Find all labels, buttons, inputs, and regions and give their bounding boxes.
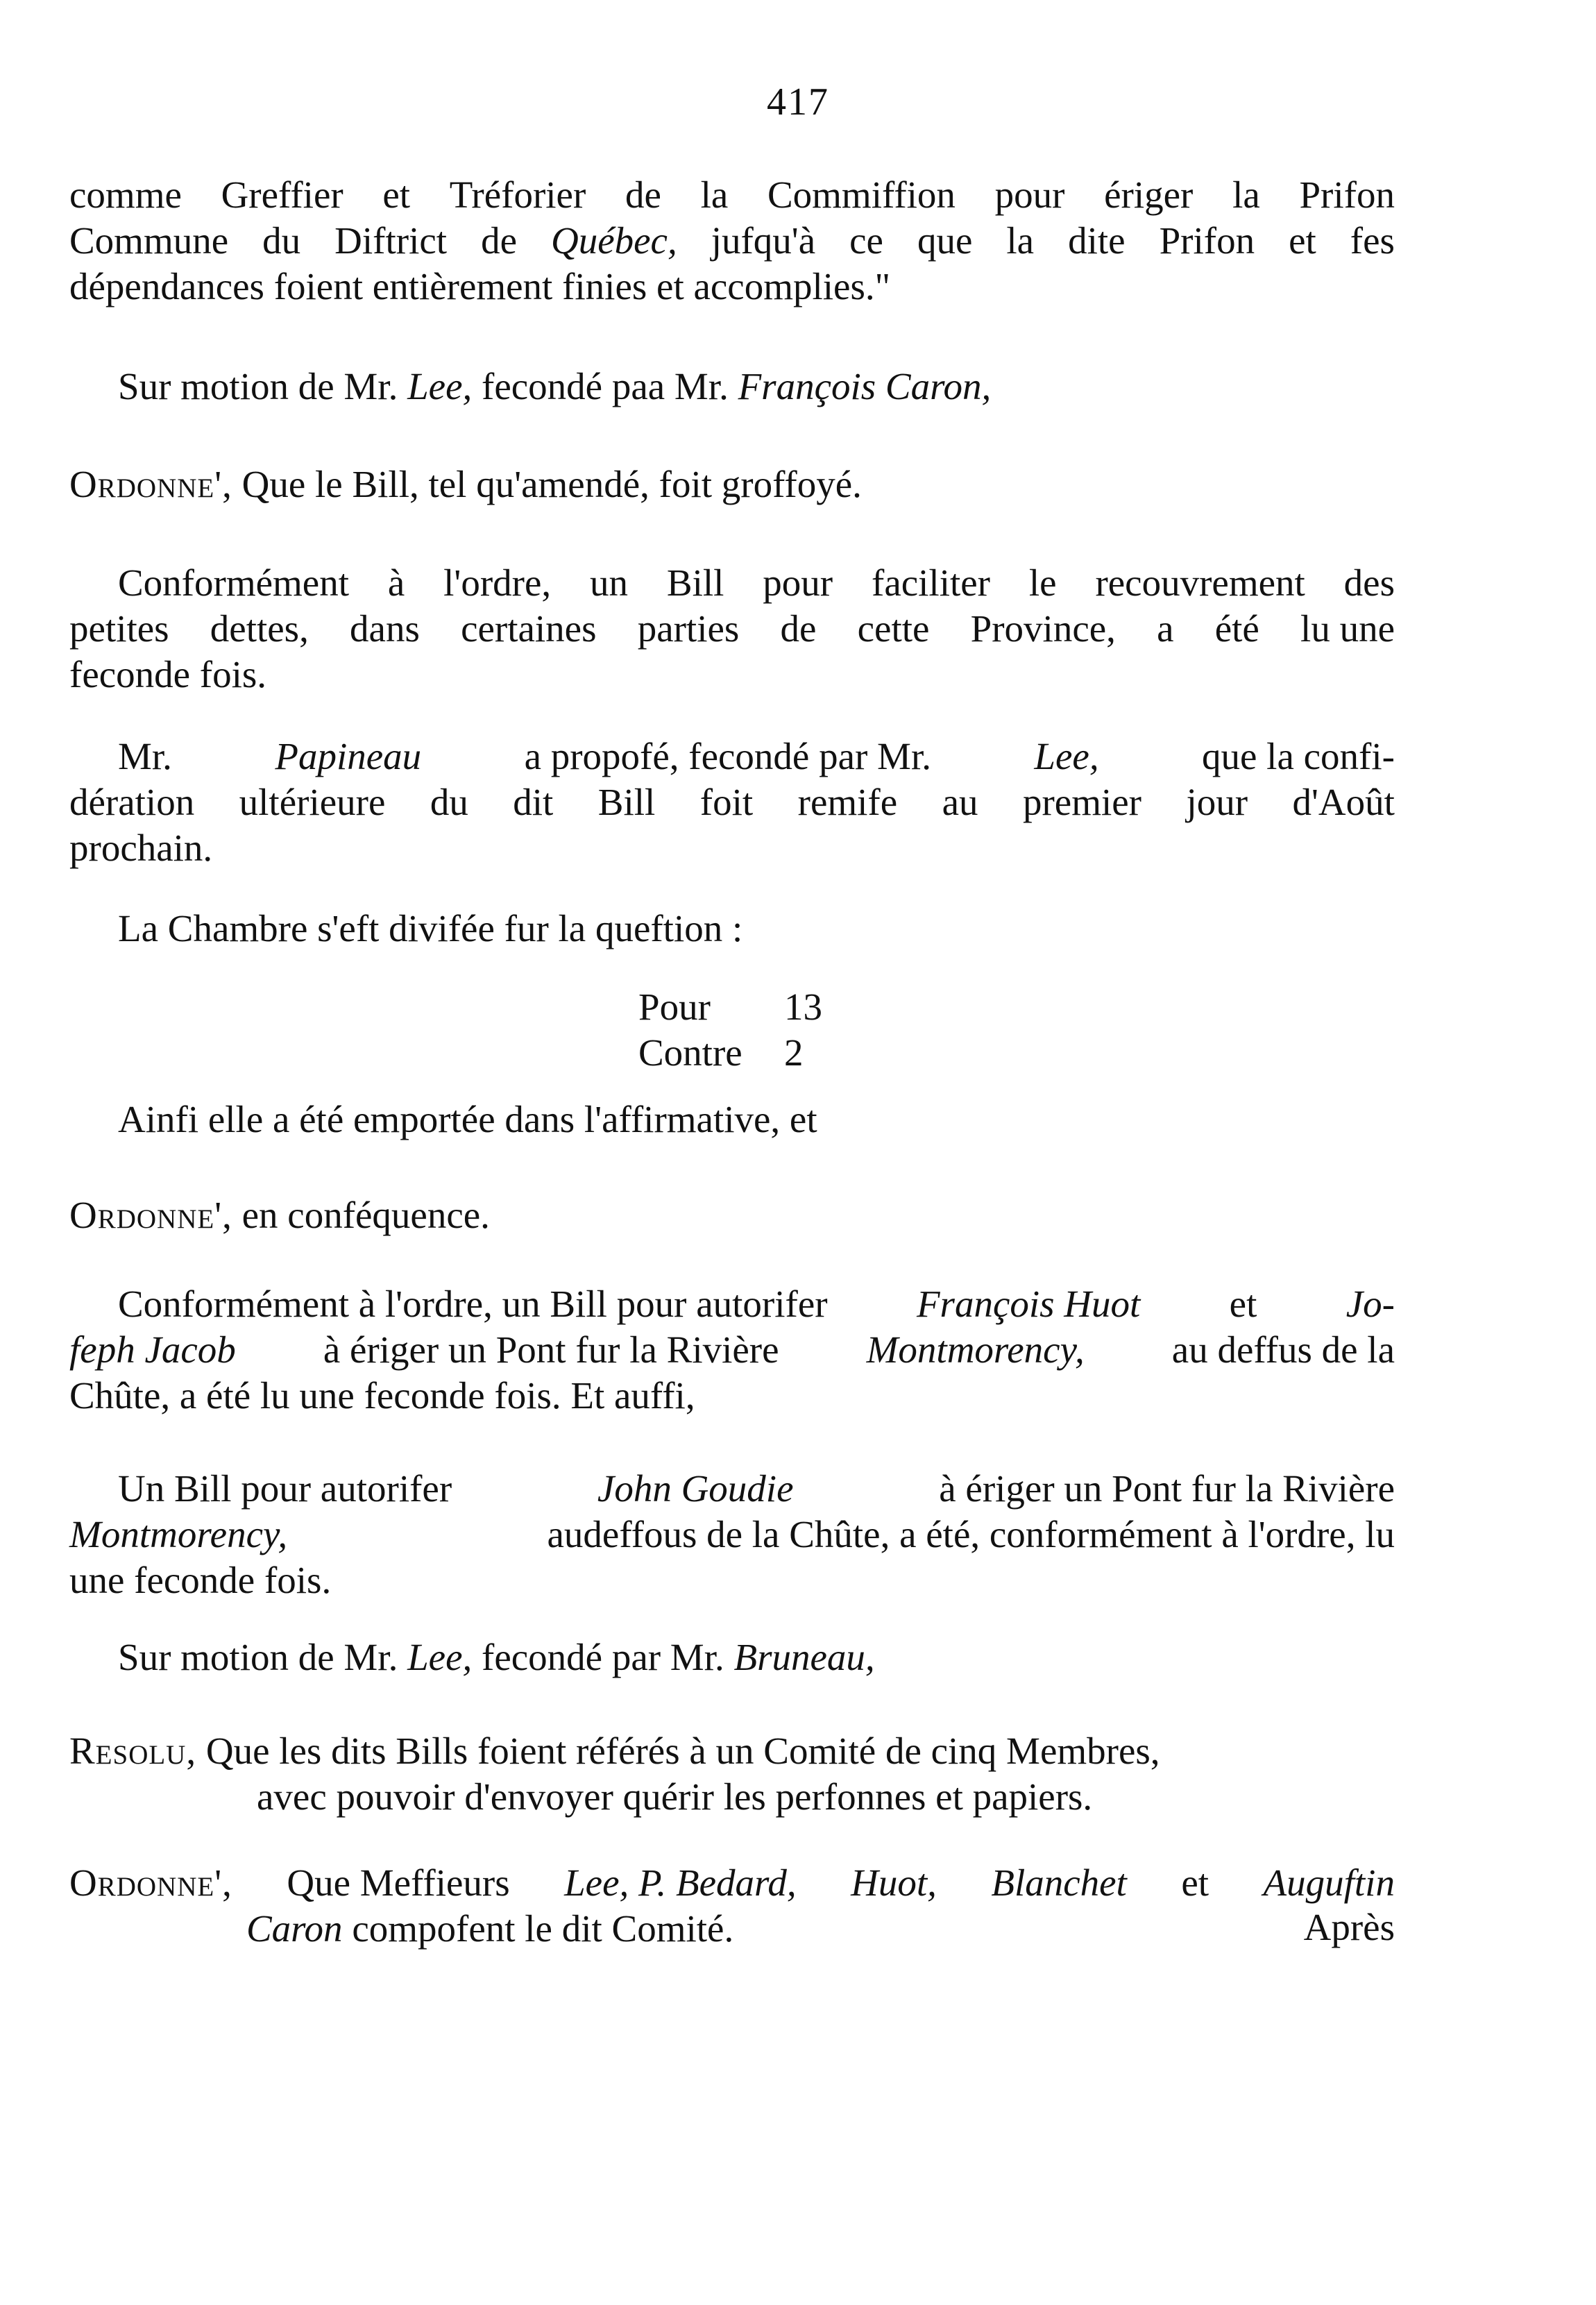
word: pour bbox=[763, 562, 833, 604]
word: Greffier bbox=[221, 174, 343, 216]
division-intro: La Chambre s'eft divifée fur la queftion : bbox=[118, 907, 743, 949]
paragraph-10-line-2 bbox=[69, 1512, 1395, 1557]
member-name: Auguftin bbox=[1263, 1861, 1395, 1904]
word: Prifon bbox=[1299, 174, 1395, 216]
word: Conformément bbox=[118, 562, 349, 604]
word: jour bbox=[1186, 781, 1248, 823]
word: le bbox=[1028, 562, 1057, 604]
word: dans bbox=[350, 607, 420, 650]
paragraph-1 bbox=[69, 172, 1395, 310]
order-label: Ordonne', bbox=[69, 1861, 232, 1904]
word: recouvrement bbox=[1095, 562, 1305, 604]
word: la bbox=[1006, 219, 1035, 262]
paragraph-10 bbox=[69, 1466, 1395, 1603]
member-name: Huot, bbox=[851, 1861, 937, 1904]
paragraph-9-line-2 bbox=[69, 1327, 1395, 1373]
vote-label: Pour bbox=[638, 986, 711, 1028]
word: d'Août bbox=[1292, 781, 1395, 823]
paragraph-1-line-1 bbox=[69, 172, 1395, 218]
order-2 bbox=[69, 1192, 1395, 1238]
place-name: Montmorency, bbox=[69, 1513, 288, 1555]
word: du bbox=[430, 781, 468, 823]
word: du bbox=[262, 219, 301, 262]
phrase: audeffous de la Chûte, a été, conformément à l'ordre, lu bbox=[547, 1513, 1395, 1555]
word: de bbox=[481, 219, 517, 262]
word: été bbox=[1214, 607, 1259, 650]
phrase: que la confi- bbox=[1202, 735, 1395, 777]
person-name: John Goudie bbox=[597, 1467, 794, 1510]
order-label: Ordonne', bbox=[69, 1194, 232, 1236]
paragraph-10-line-1 bbox=[69, 1466, 1395, 1512]
order-text: en conféquence. bbox=[241, 1194, 490, 1236]
word: dit bbox=[513, 781, 554, 823]
motion-seconded: fecondé paa Mr. bbox=[482, 365, 729, 407]
word: de bbox=[625, 174, 661, 216]
vote-count: 2 bbox=[784, 1031, 804, 1074]
word: de bbox=[780, 607, 817, 650]
word: Bill bbox=[597, 781, 656, 823]
word: Prifon bbox=[1159, 219, 1255, 262]
word: ce bbox=[849, 219, 883, 262]
motion-prefix: Sur motion de Mr. bbox=[118, 1636, 398, 1678]
word: Diftrict bbox=[334, 219, 448, 262]
division-result: Ainfi elle a été emportée dans l'affirmative, et bbox=[118, 1098, 817, 1140]
word: Commiffion bbox=[767, 174, 956, 216]
word: et bbox=[1181, 1861, 1209, 1904]
word: et bbox=[382, 174, 411, 216]
phrase: Un Bill pour autorifer bbox=[118, 1467, 452, 1510]
person-name: François Huot bbox=[916, 1283, 1141, 1325]
member-name: Blanchet bbox=[991, 1861, 1127, 1904]
word: et bbox=[1289, 219, 1316, 262]
word: et bbox=[1229, 1283, 1257, 1325]
phrase: à ériger un Pont fur la Rivière bbox=[939, 1467, 1395, 1510]
word: Mr. bbox=[118, 735, 172, 777]
paragraph-10-line-3: une feconde fois. bbox=[69, 1559, 332, 1601]
resolution-text: Que les dits Bills foient référés à un Comité de cinq Membres, bbox=[205, 1730, 1160, 1772]
word: dite bbox=[1068, 219, 1126, 262]
order-3 bbox=[69, 1860, 1395, 1952]
paragraph-5-line-2 bbox=[69, 779, 1395, 825]
word: jufqu'à bbox=[711, 219, 816, 262]
paragraph-1-line-3: dépendances foient entièrement finies et accomplies." bbox=[69, 265, 891, 307]
word: fes bbox=[1350, 219, 1395, 262]
word: Bill bbox=[666, 562, 724, 604]
paragraph-9-line-3: Chûte, a été lu une feconde fois. Et auffi, bbox=[69, 1374, 695, 1417]
resolution-text: avec pouvoir d'envoyer quérir les perfonnes et papiers. bbox=[257, 1775, 1093, 1818]
word: cette bbox=[857, 607, 930, 650]
member-name: Lee, P. Bedard, bbox=[564, 1861, 797, 1904]
paragraph-4 bbox=[69, 560, 1395, 698]
paragraph-5 bbox=[69, 734, 1395, 871]
word: dération bbox=[69, 781, 195, 823]
word: pour bbox=[994, 174, 1065, 216]
word: Tréforier bbox=[449, 174, 586, 216]
word: la bbox=[1232, 174, 1260, 216]
order-1 bbox=[69, 462, 1395, 507]
place-name: Québec, bbox=[550, 219, 677, 262]
member-name: Lee, bbox=[1034, 735, 1099, 777]
place-name: Montmorency, bbox=[866, 1328, 1085, 1371]
word: un bbox=[590, 562, 629, 604]
paragraph-1-line-2 bbox=[69, 218, 1395, 264]
word: comme bbox=[69, 174, 182, 216]
person-name: feph Jacob bbox=[69, 1328, 236, 1371]
paragraph-4-line-2 bbox=[69, 606, 1395, 652]
word: à bbox=[387, 562, 405, 604]
vote-count: 13 bbox=[784, 986, 822, 1028]
word: Province, bbox=[970, 607, 1116, 650]
phrase: au deffus de la bbox=[1171, 1328, 1395, 1371]
phrase: à ériger un Pont fur la Rivière bbox=[323, 1328, 779, 1371]
word: certaines bbox=[461, 607, 597, 650]
member-name: Bruneau, bbox=[733, 1636, 875, 1678]
order-3-line-1 bbox=[69, 1860, 1395, 1906]
catchword: Après bbox=[1303, 1906, 1395, 1948]
person-name: Jo- bbox=[1345, 1283, 1395, 1325]
word: ultérieure bbox=[239, 781, 386, 823]
word: dettes, bbox=[210, 607, 309, 650]
resolution bbox=[69, 1728, 1395, 1820]
member-name: Lee, bbox=[407, 365, 473, 407]
order-3-line-2 bbox=[69, 1906, 1395, 1952]
word: parties bbox=[637, 607, 740, 650]
phrase: compofent le dit Comité. bbox=[352, 1907, 734, 1950]
word: a bbox=[1157, 607, 1174, 650]
word: l'ordre, bbox=[443, 562, 552, 604]
word: petites bbox=[69, 607, 169, 650]
paragraph-5-line-3: prochain. bbox=[69, 827, 213, 869]
motion-seconded: fecondé par Mr. bbox=[482, 1636, 724, 1678]
order-text: Que le Bill, tel qu'amendé, foit groffoyé. bbox=[241, 463, 862, 505]
paragraph-4-line-3: feconde fois. bbox=[69, 653, 267, 695]
word: remife bbox=[797, 781, 898, 823]
paragraph-9 bbox=[69, 1281, 1395, 1419]
member-name: Papineau bbox=[275, 735, 422, 777]
vote-contre bbox=[638, 1030, 822, 1076]
word: des bbox=[1343, 562, 1395, 604]
member-name: François Caron, bbox=[738, 365, 992, 407]
word: lu une bbox=[1300, 607, 1395, 650]
word: faciliter bbox=[872, 562, 990, 604]
word: Commune bbox=[69, 219, 229, 262]
motion-line-2 bbox=[69, 1635, 1395, 1680]
paragraph-5-line-1 bbox=[69, 734, 1395, 779]
paragraph-9-line-1 bbox=[69, 1281, 1395, 1327]
phrase: a propofé, fecondé par Mr. bbox=[524, 735, 931, 777]
word: ériger bbox=[1104, 174, 1194, 216]
vote-tally bbox=[638, 984, 822, 1076]
word: foit bbox=[699, 781, 754, 823]
word: que bbox=[917, 219, 973, 262]
word: au bbox=[942, 781, 978, 823]
order-label: Ordonne', bbox=[69, 463, 232, 505]
motion-prefix: Sur motion de Mr. bbox=[118, 365, 398, 407]
word: premier bbox=[1022, 781, 1141, 823]
member-name: Lee, bbox=[407, 1636, 473, 1678]
member-name: Caron bbox=[246, 1907, 343, 1950]
vote-label: Contre bbox=[638, 1031, 742, 1074]
paragraph-4-line-1 bbox=[69, 560, 1395, 606]
page-number: 417 bbox=[767, 81, 829, 124]
word: la bbox=[700, 174, 729, 216]
phrase: Que Meffieurs bbox=[287, 1861, 510, 1904]
motion-line-1 bbox=[69, 364, 1395, 410]
vote-pour bbox=[638, 984, 822, 1030]
phrase: Conformément à l'ordre, un Bill pour autorifer bbox=[118, 1283, 828, 1325]
resolution-label: Resolu, bbox=[69, 1730, 197, 1772]
